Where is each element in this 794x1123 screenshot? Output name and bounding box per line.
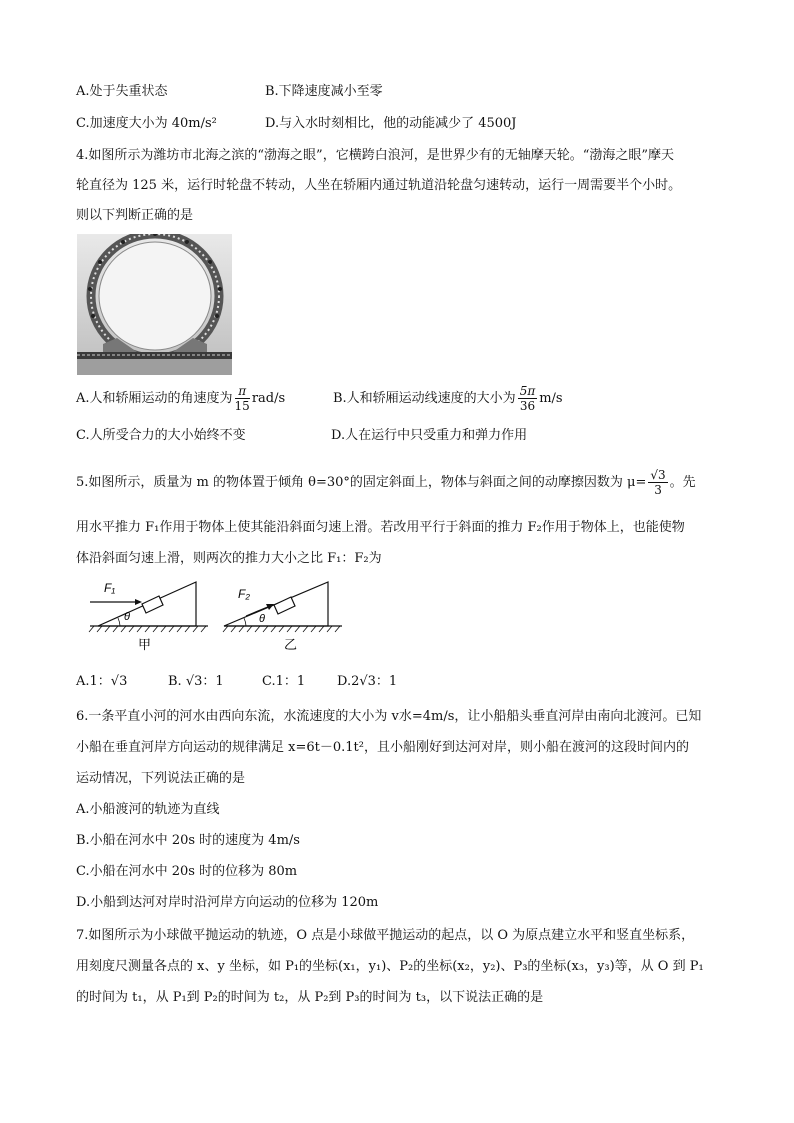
- q5-option-b: B. √3：1: [168, 674, 224, 689]
- q3-option-d: D.与入水时刻相比，他的动能减少了 4500J: [265, 116, 517, 131]
- q5-option-a: A.1：√3: [76, 674, 128, 689]
- q4-stem-line3: 则以下判断正确的是: [76, 208, 194, 223]
- caption-right: 乙: [284, 638, 298, 652]
- q3-option-b: B.下降速度减小至零: [265, 84, 383, 99]
- q6-option-a: A.小船渡河的轨迹为直线: [76, 802, 220, 817]
- q4-option-b: B.人和轿厢运动线速度的大小为 $\frac{5\pi}{36}$ m/s: [333, 384, 563, 413]
- q4-option-c: C.人所受合力的大小始终不变: [76, 428, 246, 443]
- caption-left: 甲: [138, 638, 152, 652]
- q5-stem-line3: 体沿斜面匀速上滑，则两次的推力大小之比 F₁：F₂为: [76, 551, 382, 566]
- q6-stem-line2: 小船在垂直河岸方向运动的规律满足 x=6t－0.1t²，且小船刚好到达河对岸，则小船在渡河的这段时间内的: [76, 740, 689, 755]
- q5-option-c: C.1：1: [262, 674, 306, 689]
- incline-figures: [84, 576, 354, 652]
- q6-option-d: D.小船到达河对岸时沿河岸方向运动的位移为 120m: [76, 895, 379, 910]
- q5-stem-line2: 用水平推力 F₁作用于物体上使其能沿斜面匀速上滑。若改用平行于斜面的推力 F₂作用于物体上，也能使物: [76, 520, 685, 535]
- angle-label-left: θ: [124, 611, 130, 623]
- q4-stem-line1: 4.如图所示为潍坊市北海之滨的“渤海之眼”，它横跨白浪河，是世界少有的无轴摩天轮。“渤海之眼”摩天: [76, 148, 674, 163]
- q4-option-d: D.人在运行中只受重力和弹力作用: [331, 428, 528, 443]
- q7-stem-line3: 的时间为 t₁，从 P₁到 P₂的时间为 t₂，从 P₂到 P₃的时间为 t₃，以下说法正确的是: [76, 990, 544, 1005]
- q7-stem-line1: 7.如图所示为小球做平抛运动的轨迹，O 点是小球做平抛运动的起点，以 O 为原点建立水平和竖直坐标系，: [76, 928, 695, 943]
- q3-option-a: A.处于失重状态: [76, 84, 168, 99]
- q6-option-c: C.小船在河水中 20s 时的位移为 80m: [76, 864, 298, 879]
- ferris-wheel-photo: [77, 234, 232, 375]
- q6-stem-line3: 运动情况，下列说法正确的是: [76, 771, 246, 786]
- force-label-f2: F₂: [238, 587, 250, 601]
- q6-option-b: B.小船在河水中 20s 时的速度为 4m/s: [76, 833, 300, 848]
- q7-stem-line2: 用刻度尺测量各点的 x、y 坐标，如 P₁的坐标(x₁，y₁)、P₂的坐标(x₂，y₂)、P₃的坐标(x₃，y₃)等，从 O 到 P₁: [76, 959, 704, 974]
- q5-stem-line1: 5.如图所示，质量为 m 的物体置于倾角 θ=30°的固定斜面上，物体与斜面之间的动摩擦因数为 μ= $\frac{√3}{3}$ 。先: [76, 468, 696, 497]
- q3-option-c: C.加速度大小为 40m/s²: [76, 116, 217, 131]
- q4-option-a: A.人和轿厢运动的角速度为 $\frac{\pi}{15}$ rad/s: [76, 384, 286, 413]
- angle-label-right: θ: [259, 613, 265, 625]
- q6-stem-line1: 6.一条平直小河的河水由西向东流，水流速度的大小为 v水=4m/s，让小船船头垂直河岸由南向北渡河。已知: [76, 709, 702, 724]
- q4-stem-line2: 轮直径为 125 米，运行时轮盘不转动，人坐在轿厢内通过轨道沿轮盘匀速转动，运行一周需要半个小时。: [76, 178, 682, 193]
- q5-option-d: D.2√3：1: [337, 674, 398, 689]
- force-label-f1: F₁: [104, 581, 116, 595]
